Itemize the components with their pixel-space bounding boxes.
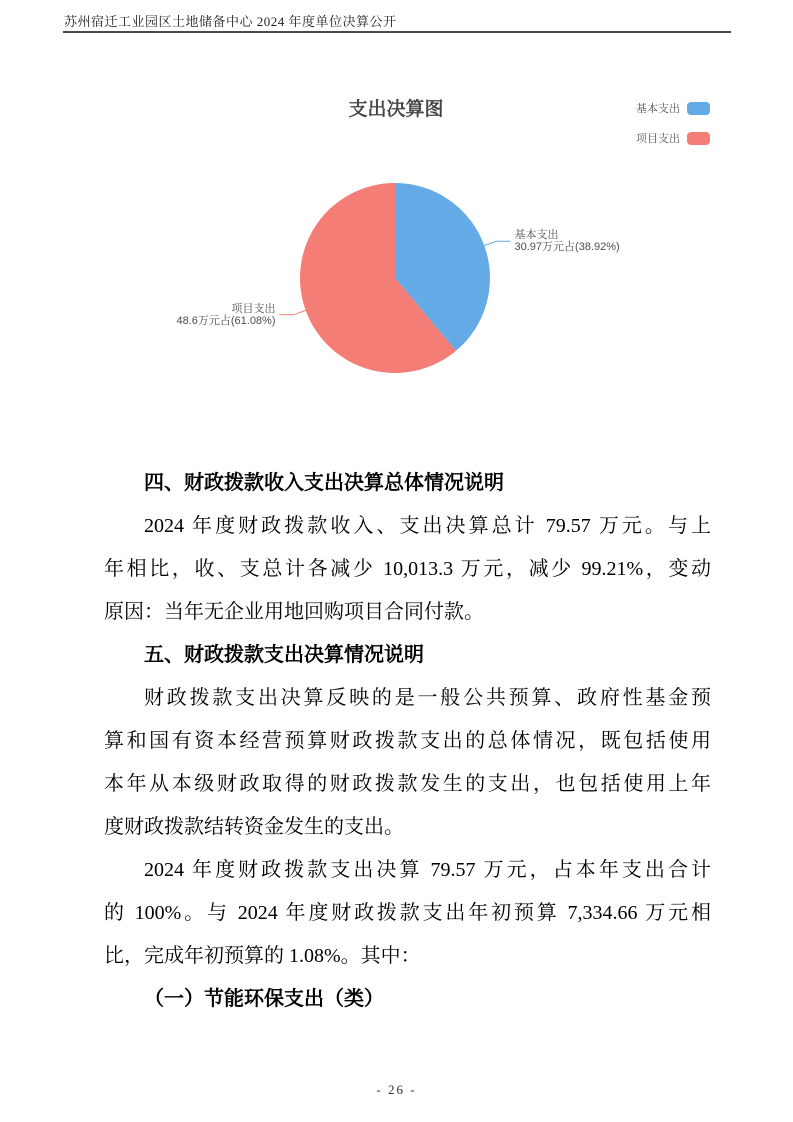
- pie-label-line: [484, 241, 510, 245]
- legend-label: 基本支出: [636, 103, 680, 115]
- body-line: 比，完成年初预算的 1.08%。其中：: [104, 945, 421, 967]
- chart-legend: [636, 100, 710, 146]
- page-header-title: 苏州宿迁工业园区土地储备中心 2024 年度单位决算公开: [64, 14, 397, 29]
- body-line: 2024 年度财政拨款支出决算 79.57 万元，占本年支出合计: [144, 859, 711, 881]
- body-line: 2024 年度财政拨款收入、支出决算总计 79.57 万元。与上: [144, 515, 711, 537]
- body-line: 本年从本级财政取得的财政拨款发生的支出，也包括使用上年: [104, 773, 711, 795]
- section-heading: 五、财政拨款支出决算情况说明: [144, 644, 424, 666]
- body-line: 财政拨款支出决算反映的是一般公共预算、政府性基金预: [144, 687, 711, 709]
- expenditure-pie-chart: [0, 0, 793, 430]
- section-heading: （一）节能环保支出（类）: [144, 988, 384, 1010]
- chart-title: 支出决算图: [348, 99, 444, 120]
- pie-label: 项目支出 48.6万元占(61.08%): [176, 302, 276, 327]
- document-body: [104, 462, 711, 1021]
- section-heading: 四、财政拨款收入支出决算总体情况说明: [144, 472, 504, 494]
- legend-item: [636, 100, 710, 116]
- body-line: 年相比，收、支总计各减少 10,013.3 万元，减少 99.21%，变动: [104, 558, 711, 580]
- body-line: 度财政拨款结转资金发生的支出。: [104, 816, 404, 838]
- pie-label-line: [280, 310, 306, 314]
- body-line: 算和国有资本经营预算财政拨款支出的总体情况，既包括使用: [104, 730, 711, 752]
- page-number: - 26 -: [376, 1082, 417, 1097]
- legend-swatch: [687, 102, 710, 115]
- legend-swatch: [687, 132, 710, 145]
- legend-label: 项目支出: [636, 133, 680, 145]
- legend-item: [636, 130, 710, 146]
- body-line: 原因：当年无企业用地回购项目合同付款。: [104, 601, 484, 623]
- pie-label: 基本支出 30.97万元占(38.92%): [514, 229, 620, 254]
- body-line: 的 100%。与 2024 年度财政拨款支出年初预算 7,334.66 万元相: [104, 902, 711, 924]
